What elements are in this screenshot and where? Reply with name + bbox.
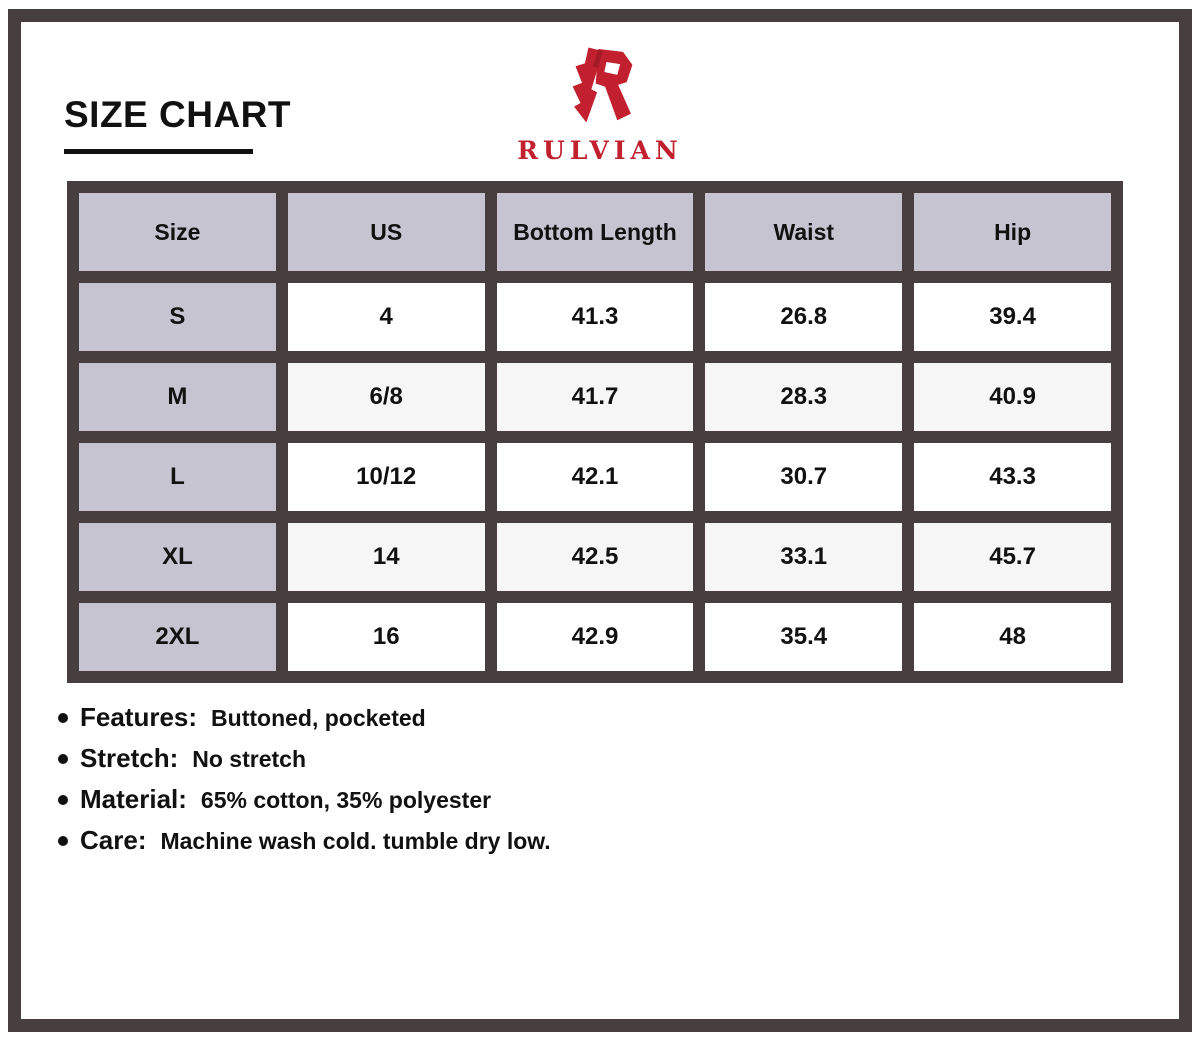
- table-row: [73, 437, 1117, 517]
- table-row: [73, 357, 1117, 437]
- bullet-icon: [58, 795, 68, 805]
- bullet-icon: [58, 754, 68, 764]
- cell-us: 4: [282, 277, 491, 357]
- detail-value: Buttoned, pocketed: [211, 705, 426, 731]
- detail-value: 65% cotton, 35% polyester: [200, 787, 492, 813]
- cell-bottom-length: 42.1: [491, 437, 700, 517]
- cell-bottom-length: 41.3: [491, 277, 700, 357]
- cell-hip: 48: [908, 597, 1117, 677]
- size-label: XL: [73, 517, 282, 597]
- cell-waist: 30.7: [699, 437, 908, 517]
- detail-value: Machine wash cold. tumble dry low.: [160, 828, 551, 854]
- cell-bottom-length: 42.9: [491, 597, 700, 677]
- cell-bottom-length: 42.5: [491, 517, 700, 597]
- size-chart-table: [67, 181, 1123, 683]
- product-details-list: [58, 704, 551, 868]
- table-header-row: [73, 187, 1117, 277]
- column-header-waist: Waist: [699, 187, 908, 277]
- size-label: S: [73, 277, 282, 357]
- brand-name: RULVIAN: [517, 136, 683, 165]
- detail-value: No stretch: [192, 746, 306, 772]
- cell-bottom-length: 41.7: [491, 357, 700, 437]
- page-title: SIZE CHART: [64, 94, 291, 135]
- bullet-icon: [58, 713, 68, 723]
- detail-label: Care:: [80, 825, 147, 855]
- cell-us: 14: [282, 517, 491, 597]
- list-item-features: [58, 704, 551, 732]
- table-row: [73, 277, 1117, 357]
- column-header-us: US: [282, 187, 491, 277]
- cell-waist: 33.1: [699, 517, 908, 597]
- column-header-bottom-length: Bottom Length: [491, 187, 700, 277]
- size-label: L: [73, 437, 282, 517]
- size-label: 2XL: [73, 597, 282, 677]
- detail-label: Stretch:: [80, 743, 179, 773]
- list-item-stretch: [58, 745, 551, 773]
- bullet-icon: [58, 836, 68, 846]
- column-header-hip: Hip: [908, 187, 1117, 277]
- list-item-care: [58, 827, 551, 855]
- cell-hip: 45.7: [908, 517, 1117, 597]
- detail-label: Features:: [80, 702, 198, 732]
- list-item-material: [58, 786, 551, 814]
- brand-r-monogram-icon: [564, 36, 636, 134]
- cell-waist: 28.3: [699, 357, 908, 437]
- detail-label: Material:: [80, 784, 187, 814]
- cell-hip: 39.4: [908, 277, 1117, 357]
- cell-hip: 43.3: [908, 437, 1117, 517]
- cell-waist: 26.8: [699, 277, 908, 357]
- table-row: [73, 517, 1117, 597]
- cell-hip: 40.9: [908, 357, 1117, 437]
- column-header-size: Size: [73, 187, 282, 277]
- title-underline: [64, 149, 253, 154]
- table-row: [73, 597, 1117, 677]
- cell-waist: 35.4: [699, 597, 908, 677]
- cell-us: 16: [282, 597, 491, 677]
- brand-logo: [490, 36, 710, 165]
- cell-us: 6/8: [282, 357, 491, 437]
- size-label: M: [73, 357, 282, 437]
- cell-us: 10/12: [282, 437, 491, 517]
